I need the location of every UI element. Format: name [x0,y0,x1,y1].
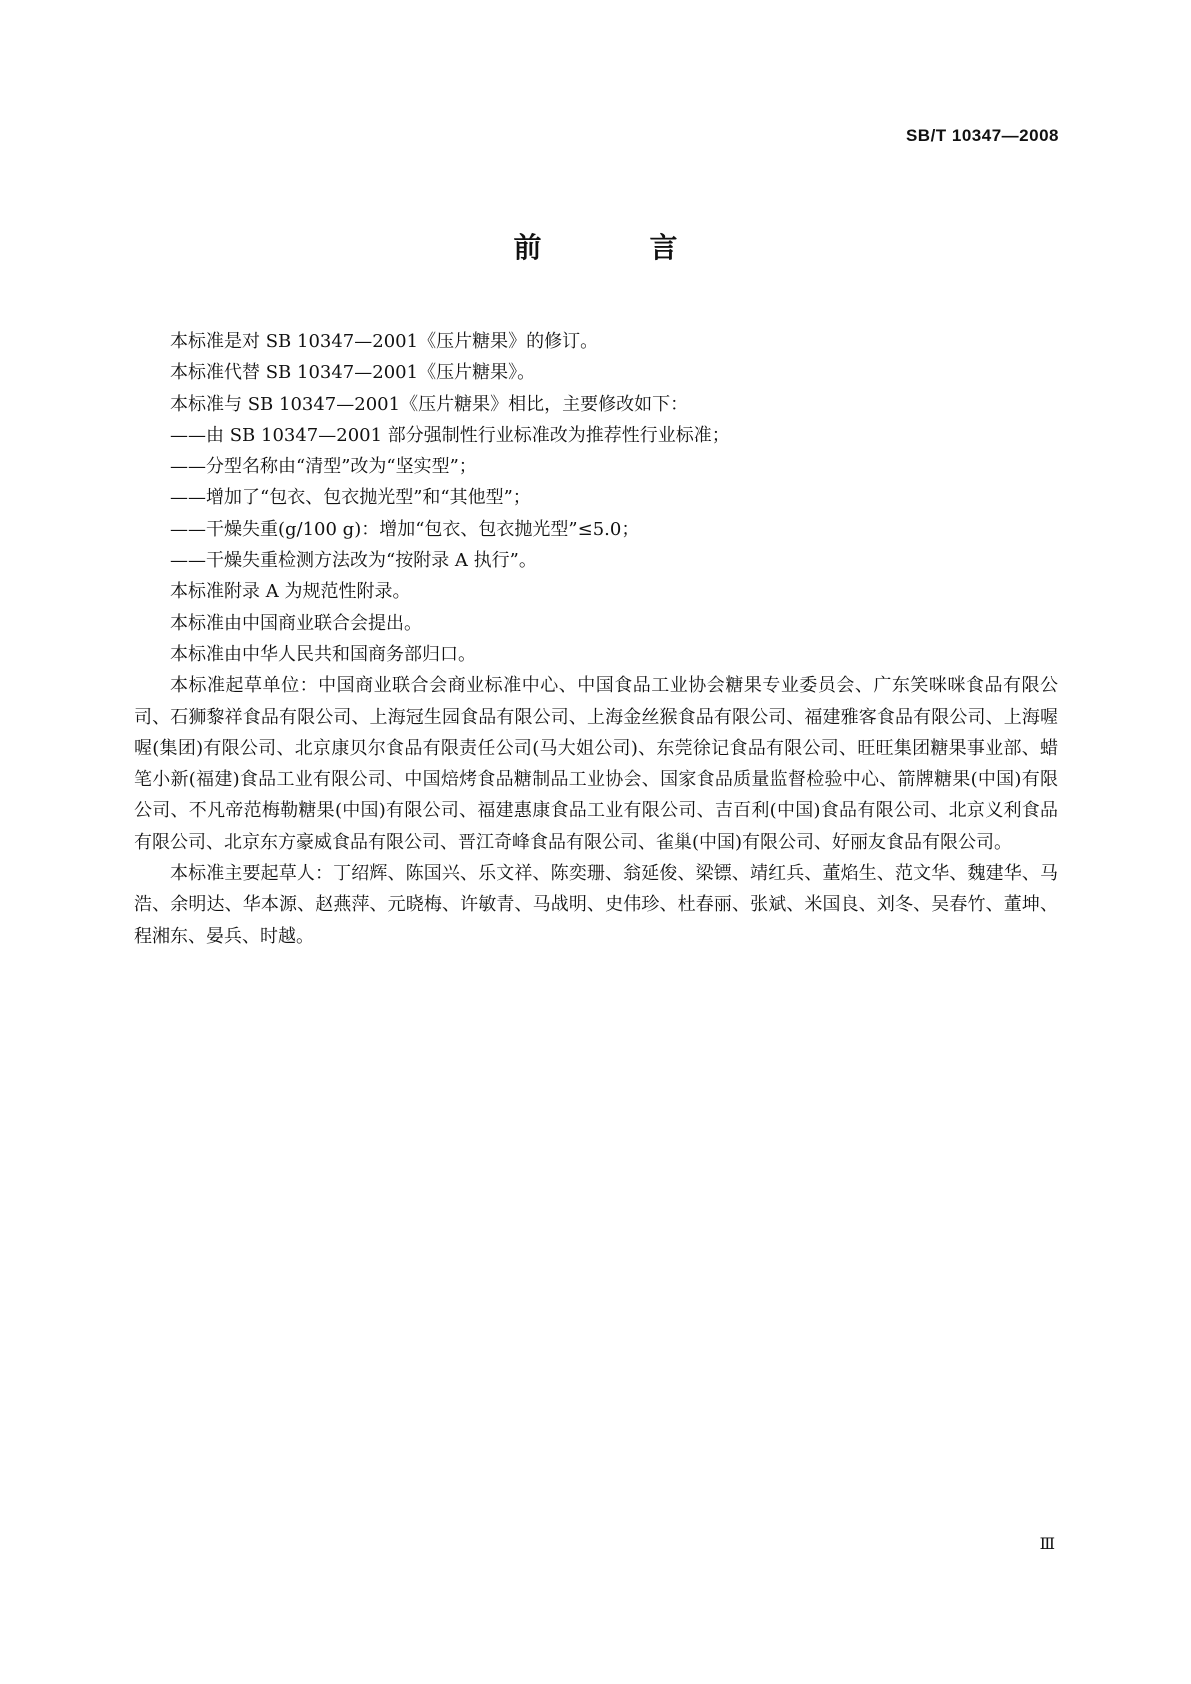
paragraph-revision: 本标准是对 SB 10347—2001《压片糖果》的修订。 [170,331,599,352]
change-item: ——干燥失重检测方法改为“按附录 A 执行”。 [170,550,537,572]
paragraph-appendix: 本标准附录 A 为规范性附录。 [170,581,411,603]
change-item: ——由 SB 10347—2001 部分强制性行业标准改为推荐性行业标准； [170,424,730,446]
page-number: Ⅲ [1039,1534,1055,1553]
page-title: 前 言 [513,231,718,264]
paragraph-replaces: 本标准代替 SB 10347—2001《压片糖果》。 [170,362,536,384]
paragraph-changes-intro: 本标准与 SB 10347—2001《压片糖果》相比，主要修改如下： [170,393,689,415]
paragraph-proposed-by: 本标准由中国商业联合会提出。 [170,612,422,634]
paragraph-drafting-units: 本标准起草单位：中国商业联合会商业标准中心、中国食品工业协会糖果专业委员会、广东笑咪咪食品有限公司、石狮黎祥食品有限公司、上海冠生园食品有限公司、上海金丝猴食品有限公司、福建雅客食品有限公司、上海喔喔(集团)有限公司、北京康贝尔食品有限责任公司(马大姐公司)、东莞徐记食品有限公司、旺旺集团糖果事业部、蜡笔小新(福建)食品工业有限公司、中国焙烤食品糖制品工业协会、国家食品质量监督检验中心、箭牌糖果(中国)有限公司、不凡帝范梅勒糖果(中国)有限公司、福建惠康食品工业有限公司、吉百利(中国)食品有限公司、北京义利食品有限公司、北京东方豪威食品有限公司、晋江奇峰食品有限公司、雀巢(中国)有限公司、好丽友食品有限公司。 [134,675,1058,853]
change-item: ——干燥失重(g/100 g)：增加“包衣、包衣抛光型”≤5.0； [170,518,640,540]
standard-code: SB/T 10347—2008 [905,126,1059,145]
paragraph-drafters: 本标准主要起草人：丁绍辉、陈国兴、乐文祥、陈奕珊、翁延俊、梁镖、靖红兵、董焰生、范文华、魏建华、马浩、余明达、华本源、赵燕萍、元晓梅、许敏青、马战明、史伟珍、杜春丽、张斌、米国良、刘冬、吴春竹、董坤、程湘东、晏兵、时越。 [134,863,1058,947]
foreword-body [134,326,1058,952]
change-item: ——分型名称由“清型”改为“坚实型”； [170,456,477,478]
change-item: ——增加了“包衣、包衣抛光型”和“其他型”； [170,487,531,509]
paragraph-administered-by: 本标准由中华人民共和国商务部归口。 [170,643,476,665]
